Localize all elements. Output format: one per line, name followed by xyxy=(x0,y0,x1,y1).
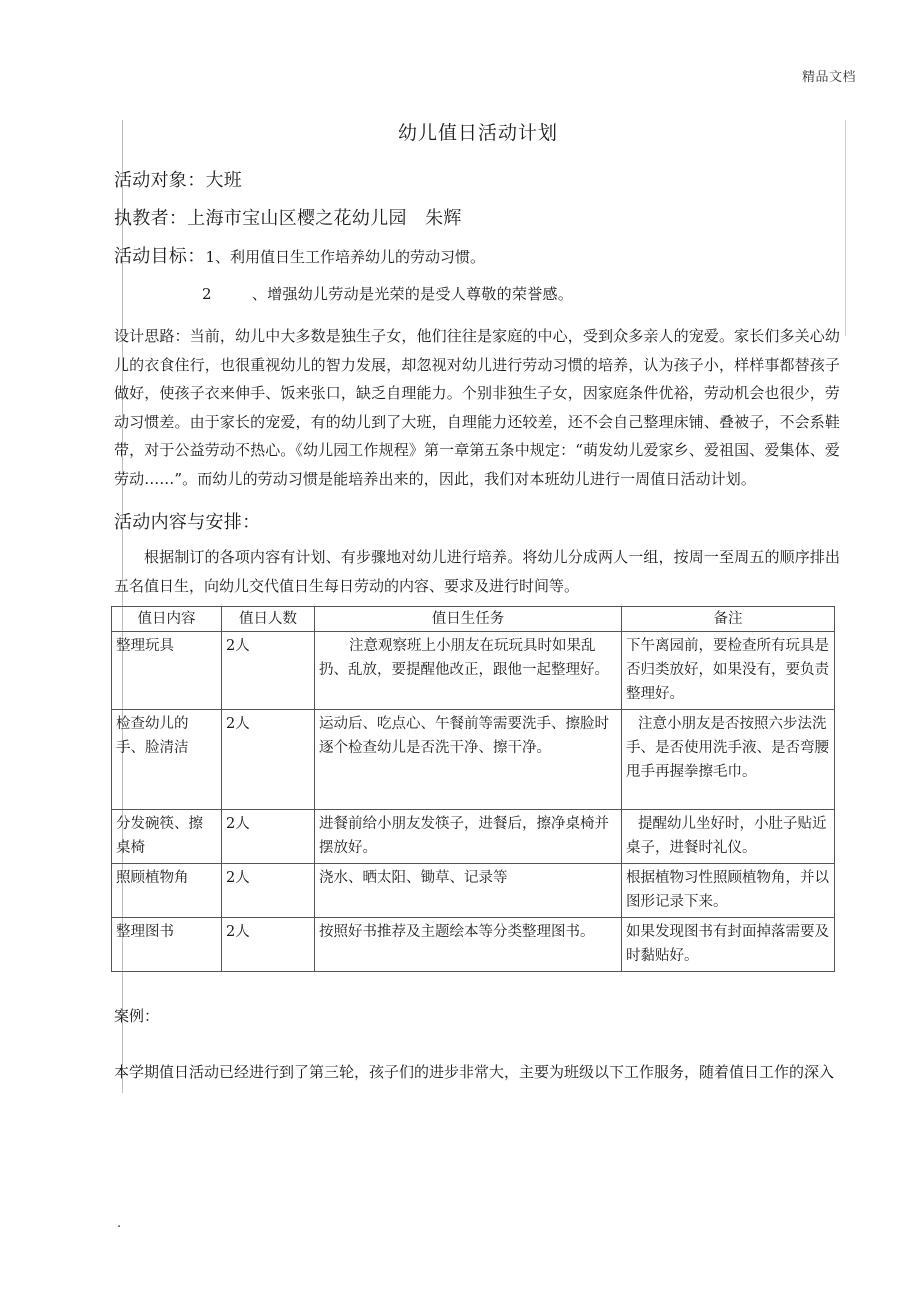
cell-task: 按照好书推荐及主题绘本等分类整理图书。 xyxy=(315,918,622,972)
duty-schedule-table xyxy=(111,606,835,972)
cell-content: 整理图书 xyxy=(112,918,222,972)
case-paragraph: 本学期值日活动已经进行到了第三轮，孩子们的进步非常大，主要为班级以下工作服务，随着值日工作的深入 xyxy=(114,1063,835,1081)
teacher-value: 上海市宝山区樱之花幼儿园 朱辉 xyxy=(187,208,462,229)
table-row xyxy=(112,918,835,972)
cell-remark: 提醒幼儿坐好时，小肚子贴近桌子，进餐时礼仪。 xyxy=(622,810,835,864)
page-header-watermark: 精品文档 xyxy=(801,70,856,85)
cell-count: 2人 xyxy=(222,810,315,864)
text-frame-right-guide xyxy=(845,120,846,336)
arrangement-paragraph: 根据制订的各项内容有计划、有步骤地对幼儿进行培养。将幼儿分成两人一组，按周一至周五的顺序排出五名值日生，向幼儿交代值日生每日劳动的内容、要求及进行时间等。 xyxy=(114,548,840,595)
objective-2-line xyxy=(110,276,840,312)
audience-line xyxy=(110,162,840,200)
design-label: 设计思路： xyxy=(114,327,190,345)
audience-value: 大班 xyxy=(205,170,243,191)
cell-remark: 下午离园前，要检查所有玩具是否归类放好，如果没有，要负责整理好。 xyxy=(622,632,835,710)
objective-2-text: 、增强幼儿劳动是光荣的是受人尊敬的荣誉感。 xyxy=(251,285,574,303)
cell-count: 2人 xyxy=(222,632,315,710)
table-header-content: 值日内容 xyxy=(112,607,222,632)
table-header-remark: 备注 xyxy=(622,607,835,632)
design-paragraph xyxy=(110,322,840,493)
table-header-task: 值日生任务 xyxy=(315,607,622,632)
cell-remark: 根据植物习性照顾植物角，并以图形记录下来。 xyxy=(622,864,835,918)
cell-remark: 如果发现图书有封面掉落需要及时黏贴好。 xyxy=(622,918,835,972)
table-row xyxy=(112,710,835,810)
page-footer-mark: . xyxy=(117,1216,122,1231)
objectives-line xyxy=(110,238,840,276)
page-title: 幼儿值日活动计划 xyxy=(397,122,558,144)
cell-content: 整理玩具 xyxy=(112,632,222,710)
cell-remark: 注意小朋友是否按照六步法洗手、是否使用洗手液、是否弯腰甩手再握拳擦毛巾。 xyxy=(622,710,835,810)
arrangement-heading: 活动内容与安排： xyxy=(114,512,261,533)
case-heading: 案例： xyxy=(114,1007,160,1025)
table-row xyxy=(112,632,835,710)
table-header-count: 值日人数 xyxy=(222,607,315,632)
teacher-line xyxy=(110,200,840,238)
cell-content: 分发碗筷、擦桌椅 xyxy=(112,810,222,864)
document-body xyxy=(110,118,840,1087)
table-row xyxy=(112,864,835,918)
objective-1: 1、利用值日生工作培养幼儿的劳动习惯。 xyxy=(205,248,486,266)
objectives-label: 活动目标： xyxy=(114,246,206,267)
cell-count: 2人 xyxy=(222,864,315,918)
table-header-row xyxy=(112,607,835,632)
cell-content: 检查幼儿的手、脸清洁 xyxy=(112,710,222,810)
cell-task: 进餐前给小朋友发筷子，进餐后，擦净桌椅并摆放好。 xyxy=(315,810,622,864)
teacher-label: 执教者： xyxy=(114,208,188,229)
table-row xyxy=(112,810,835,864)
design-text: 当前，幼儿中大多数是独生子女，他们往往是家庭的中心，受到众多亲人的宠爱。家长们多关心幼儿的衣食住行，也很重视幼儿的智力发展，却忽视对幼儿进行劳动习惯的培养，认为孩子小，样样事都替孩子做好，使孩子衣来伸手、饭来张口，缺乏自理能力。个别非独生子女，因家庭条件优裕，劳动机会也很少，劳动习惯差。由于家长的宠爱，有的幼儿到了大班，自理能力还较差，还不会自己整理床铺、叠被子，不会系鞋带，对于公益劳动不热心。《幼儿园工作规程》第一章第五条中规定：“萌发幼儿爱家乡、爱祖国、爱集体、爱劳动……”。而幼儿的劳动习惯是能培养出来的，因此，我们对本班幼儿进行一周值日活动计划。 xyxy=(114,327,840,488)
objective-2-number: 2 xyxy=(202,285,212,303)
audience-label: 活动对象： xyxy=(114,170,206,191)
cell-task: 运动后、吃点心、午餐前等需要洗手、擦脸时逐个检查幼儿是否洗干净、擦干净。 xyxy=(315,710,622,810)
cell-task: 注意观察班上小朋友在玩玩具时如果乱扔、乱放，要提醒他改正，跟他一起整理好。 xyxy=(315,632,622,710)
cell-count: 2人 xyxy=(222,710,315,810)
cell-task: 浇水、晒太阳、锄草、记录等 xyxy=(315,864,622,918)
cell-count: 2人 xyxy=(222,918,315,972)
cell-content: 照顾植物角 xyxy=(112,864,222,918)
